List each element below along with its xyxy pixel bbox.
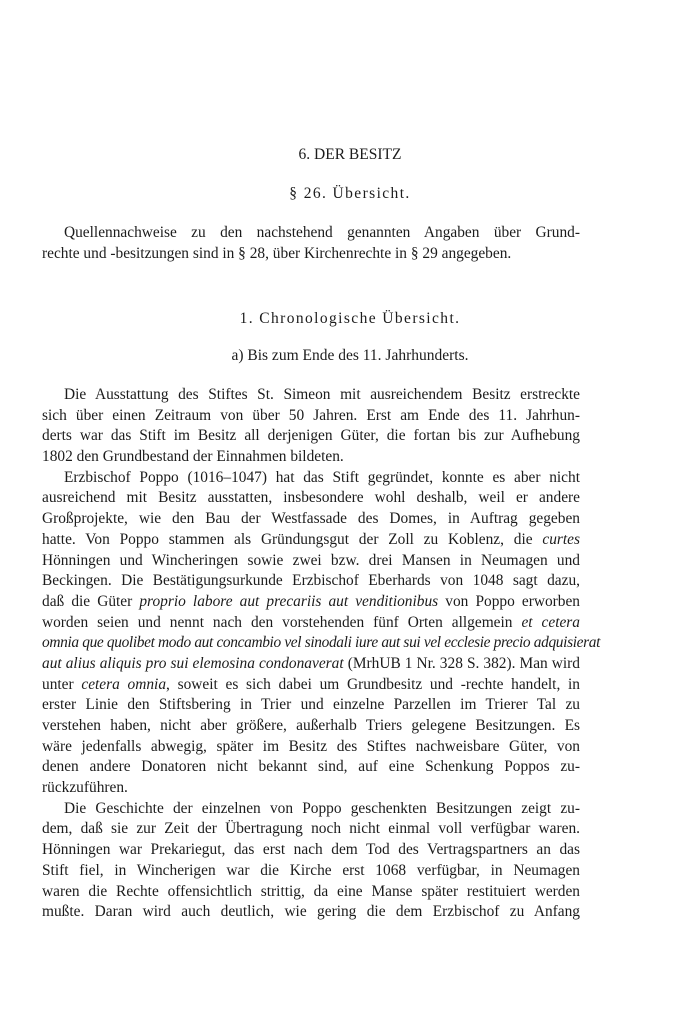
paragraph — [42, 799, 580, 923]
paragraph — [42, 468, 601, 799]
text-line: denen andere Donatoren nicht bekannt sind, auf eine Schenkung Poppos zu- — [42, 758, 580, 776]
latin-quote: cetera omnia — [81, 675, 167, 693]
latin-quote: curtes — [542, 530, 580, 548]
text-line: Beckingen. Die Bestätigungsurkunde Erzbischof Eberhards von 1048 sagt dazu, — [42, 572, 580, 590]
text-line: Großprojekte, wie den Bau der Westfassade des Domes, in Auftrag gegeben — [42, 510, 580, 528]
text-line — [42, 654, 580, 675]
text-run: , soweit es sich dabei um Grundbesitz und -rechte handelt, in — [166, 675, 580, 693]
text-line: Hönningen war Prekariegut, das erst nach dem Tod des Vertragspartners an das — [42, 841, 580, 859]
text-line: wäre jedenfalls abwegig, später im Besitz des Stiftes nachweisbare Güter, von — [42, 737, 580, 755]
text-line: 1802 den Grundbestand der Einnahmen bildeten. — [42, 448, 344, 466]
paragraph — [42, 385, 580, 468]
text-line — [42, 592, 580, 613]
text-line — [42, 530, 580, 551]
section-title: § 26. Übersicht. — [289, 185, 411, 202]
latin-quote: proprio labore aut precariis aut venditionibus — [139, 592, 439, 610]
text-line: Die Ausstattung des Stiftes St. Simeon mit ausreichendem Besitz erstreckte — [64, 386, 580, 403]
text-line: mußte. Daran wird auch deutlich, wie gering die dem Erzbischof zu Anfang — [42, 903, 580, 921]
text-run: worden seien und nennt nach den vorstehenden fünf Orten allgemein — [42, 613, 513, 631]
latin-quote: omnia que quolibet modo aut concambio vel sinodali iure aut sui vel ecclesie precio adquisierat — [42, 634, 601, 652]
text-line: Die Geschichte der einzelnen von Poppo geschenkten Besitzungen zeigt zu- — [64, 799, 580, 817]
chapter-title: 6. DER BESITZ — [298, 146, 402, 163]
text-run: unter — [42, 675, 74, 693]
text-line: derts war das Stift im Besitz all derjenigen Güter, die fortan bis zur Aufhebung — [42, 427, 580, 445]
text-line — [42, 613, 580, 634]
text-line: rechte und -besitzungen sind in § 28, über Kirchenrechte in § 29 angegeben. — [42, 244, 512, 262]
subsection-title: 1. Chronologische Übersicht. — [239, 310, 461, 327]
text-run: hatte. Von Poppo stammen als Gründungsgut der Zoll zu Koblenz, die — [42, 530, 533, 548]
text-line: Erzbischof Poppo (1016–1047) hat das Stift gegründet, konnte es aber nicht — [64, 468, 580, 486]
text-line: sich über einen Zeitraum von über 50 Jahren. Erst am Ende des 11. Jahrhun- — [42, 406, 580, 424]
latin-quote: et cetera — [521, 613, 580, 631]
subsubsection-title: a) Bis zum Ende des 11. Jahrhunderts. — [231, 347, 469, 364]
text-line: rückzuführen. — [42, 779, 128, 797]
text-run: daß die Güter — [42, 592, 133, 610]
text-run: (MrhUB 1 Nr. 328 S. 382). Man wird — [347, 654, 580, 672]
text-line: Stift fiel, in Wincherigen war die Kirche erst 1068 verfügbar, in Neumagen — [42, 861, 580, 879]
text-line: erster Linie den Stiftsbering in Trier und einzelne Parzellen im Trierer Tal zu — [42, 696, 580, 714]
text-line: Quellennachweise zu den nachstehend genannten Angaben über Grund- — [64, 224, 580, 241]
text-line: waren die Rechte offensichtlich strittig, da eine Manse später restituiert werden — [42, 882, 580, 900]
text-line: verstehen haben, nicht aber größere, außerhalb Triers gelegene Besitzungen. Es — [42, 717, 580, 734]
intro-paragraph — [42, 223, 580, 264]
text-line: ausreichend mit Besitz ausstatten, insbesondere wohl deshalb, weil er andere — [42, 489, 580, 507]
text-line — [42, 675, 580, 696]
text-line: Hönningen und Wincheringen sowie zwei bzw. drei Mansen in Neumagen und — [42, 551, 580, 569]
text-line: dem, daß sie zur Zeit der Übertragung noch nicht einmal voll verfügbar waren. — [42, 820, 580, 838]
latin-quote: aut alius aliquis pro sui elemosina condonaverat — [42, 654, 344, 672]
text-run: von Poppo erworben — [445, 592, 580, 610]
body-text — [42, 385, 601, 923]
text-line — [42, 633, 601, 654]
